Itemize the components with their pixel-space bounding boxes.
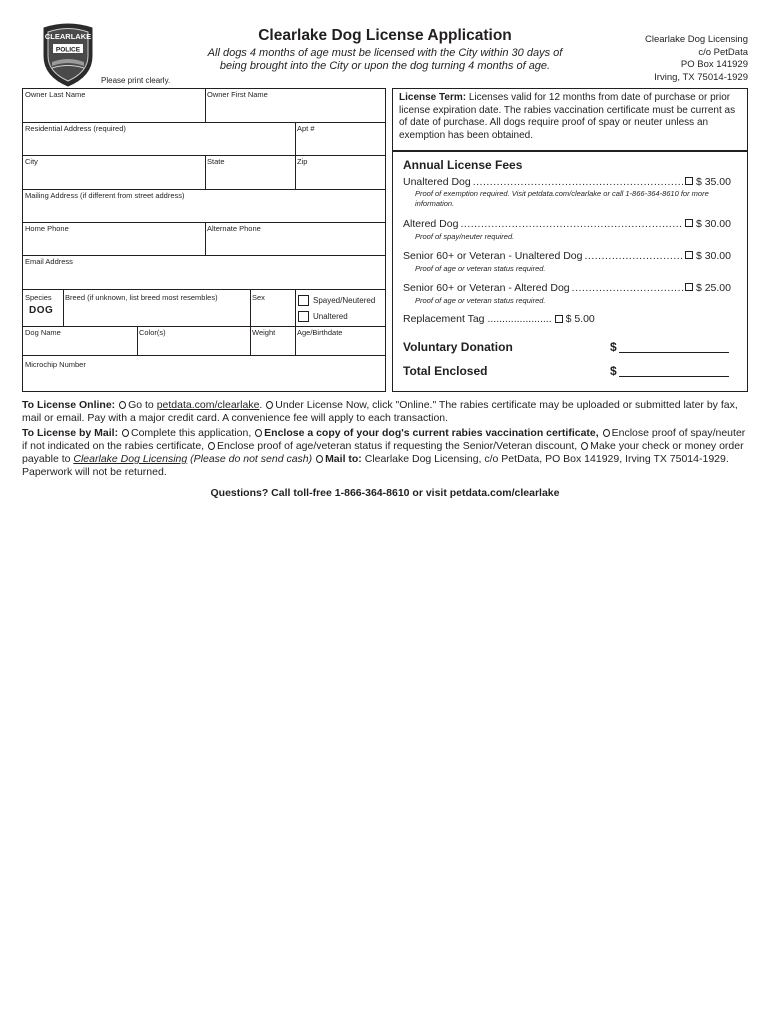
replacement-dots: ...................... bbox=[487, 313, 552, 325]
mail-to-label: Mail to: bbox=[325, 453, 362, 465]
address-line: Clearlake Dog Licensing bbox=[645, 34, 748, 45]
senior-unaltered-fee-checkbox[interactable] bbox=[685, 251, 693, 259]
email-field[interactable]: Email Address bbox=[25, 257, 73, 266]
fee-price: $ 5.00 bbox=[565, 313, 595, 325]
mail-step-text: Make your check or money order payable to bbox=[22, 440, 744, 465]
license-term-box bbox=[392, 88, 748, 151]
bullet-circle-icon bbox=[119, 401, 126, 409]
bullet-circle-icon bbox=[122, 429, 129, 437]
spayed-neutered-checkbox[interactable] bbox=[298, 295, 309, 306]
fee-row-unaltered bbox=[403, 176, 731, 188]
microchip-field[interactable]: Microchip Number bbox=[25, 360, 86, 369]
mail-step-text: (Please do not send cash) bbox=[190, 453, 313, 465]
total-enclosed-label: Total Enclosed bbox=[403, 364, 488, 378]
applicant-form bbox=[22, 88, 386, 392]
dollar-sign: $ bbox=[610, 340, 617, 354]
annual-license-fees-box bbox=[392, 151, 748, 392]
fee-note: Proof of age or veteran status required. bbox=[415, 264, 546, 273]
fee-row-altered bbox=[403, 218, 731, 230]
total-enclosed-input[interactable] bbox=[619, 376, 729, 377]
payee-name: Clearlake Dog Licensing bbox=[73, 453, 188, 465]
state-field[interactable]: State bbox=[207, 157, 225, 166]
fee-price: $ 25.00 bbox=[695, 282, 731, 294]
voluntary-donation-input[interactable] bbox=[619, 352, 729, 353]
sex-label: Sex bbox=[252, 293, 265, 302]
address-line: Irving, TX 75014-1929 bbox=[654, 71, 748, 83]
fee-price: $ 30.00 bbox=[695, 250, 731, 262]
badge-top-text: CLEARLAKE bbox=[44, 32, 92, 41]
weight-field[interactable]: Weight bbox=[252, 328, 276, 337]
clearlake-police-badge bbox=[40, 22, 96, 88]
mail-label: To License by Mail: bbox=[22, 427, 119, 439]
owner-first-name-field[interactable]: Owner First Name bbox=[207, 90, 268, 99]
questions-footer: Questions? Call toll-free 1-866-364-8610 or visit petdata.com/clearlake bbox=[210, 487, 560, 499]
fee-label: Senior 60+ or Veteran - Altered Dog bbox=[403, 282, 570, 294]
page-subtitle bbox=[190, 47, 580, 73]
mail-step-text: Enclose proof of spay/neuter if not indicated on the rabies certificate, bbox=[22, 427, 746, 452]
spayed-neutered-label: Spayed/Neutered bbox=[313, 296, 376, 305]
species-label: Species bbox=[25, 293, 52, 302]
home-phone-field[interactable]: Home Phone bbox=[25, 224, 69, 233]
badge-bottom-text: POLICE bbox=[55, 46, 81, 54]
species-value: DOG bbox=[29, 305, 54, 316]
unaltered-checkbox[interactable] bbox=[298, 311, 309, 322]
page-title: Clearlake Dog License Application bbox=[258, 27, 512, 44]
print-clearly-note: Please print clearly. bbox=[101, 76, 171, 85]
fee-price: $ 30.00 bbox=[695, 218, 731, 230]
address-line: c/o PetData bbox=[698, 46, 748, 58]
fees-title: Annual License Fees bbox=[403, 158, 523, 172]
fee-label: Unaltered Dog bbox=[403, 176, 471, 188]
dog-name-field[interactable]: Dog Name bbox=[25, 328, 61, 337]
mail-step-text: Enclose a copy of your dog's current rabies vaccination certificate, bbox=[264, 427, 599, 439]
alternate-phone-field[interactable]: Alternate Phone bbox=[207, 224, 261, 233]
replacement-tag-checkbox[interactable] bbox=[555, 315, 563, 323]
dollar-sign: $ bbox=[610, 364, 617, 378]
age-birthdate-field[interactable]: Age/Birthdate bbox=[297, 328, 343, 337]
voluntary-donation-label: Voluntary Donation bbox=[403, 340, 513, 354]
online-label: To License Online: bbox=[22, 399, 116, 411]
petdata-link[interactable]: petdata.com/clearlake bbox=[156, 399, 260, 411]
fee-note: Proof of exemption required. Visit petdata.com/clearlake or call 1-866-364-8610 for more information. bbox=[415, 189, 709, 208]
online-step-text: Under License Now, click "Online." The rabies certificate may be uploaded or submitted later by fax, mail or email. Pay with a major credit card. A convenience fee will apply to each transaction. bbox=[22, 399, 738, 424]
bullet-circle-icon bbox=[266, 401, 273, 409]
subtitle-line-1: All dogs 4 months of age must be licensed with the City within 30 days of bbox=[207, 47, 563, 59]
mail-instructions bbox=[22, 427, 750, 479]
bullet-circle-icon bbox=[208, 442, 215, 450]
bullet-circle-icon bbox=[603, 429, 610, 437]
fee-row-replacement-tag bbox=[403, 313, 595, 325]
fee-label: Altered Dog bbox=[403, 218, 459, 230]
license-term-label: License Term: bbox=[399, 92, 467, 103]
zip-field[interactable]: Zip bbox=[297, 157, 308, 166]
subtitle-line-2: being brought into the City or upon the dog turning 4 months of age. bbox=[219, 60, 551, 72]
breed-field[interactable]: Breed (if unknown, list breed most resembles) bbox=[65, 293, 218, 302]
colors-field[interactable]: Color(s) bbox=[139, 328, 166, 337]
senior-altered-fee-checkbox[interactable] bbox=[685, 283, 693, 291]
mail-step-text: Clearlake Dog Licensing, c/o PetData, PO Box 141929, Irving TX 75014-1929. Paperwork will not be returned. bbox=[22, 453, 729, 478]
online-instructions bbox=[22, 399, 750, 425]
fee-row-senior-altered bbox=[403, 282, 731, 294]
bullet-circle-icon bbox=[581, 442, 588, 450]
fee-note: Proof of age or veteran status required. bbox=[415, 296, 546, 305]
mail-step-text: Enclose proof of age/veteran status if requesting the Senior/Veteran discount, bbox=[217, 440, 578, 452]
mail-step-text: Complete this application, bbox=[131, 427, 252, 439]
fee-label: Senior 60+ or Veteran - Unaltered Dog bbox=[403, 250, 583, 262]
fee-note: Proof of spay/neuter required. bbox=[415, 232, 515, 241]
bullet-circle-icon bbox=[255, 429, 262, 437]
owner-last-name-field[interactable]: Owner Last Name bbox=[25, 90, 86, 99]
online-step-text: Go to bbox=[128, 399, 154, 411]
altered-fee-checkbox[interactable] bbox=[685, 219, 693, 227]
fee-price: $ 35.00 bbox=[695, 176, 731, 188]
mailing-address-block bbox=[645, 34, 748, 84]
apt-field[interactable]: Apt # bbox=[297, 124, 315, 133]
address-line: PO Box 141929 bbox=[680, 59, 748, 70]
bullet-circle-icon bbox=[316, 455, 323, 463]
fee-row-senior-unaltered bbox=[403, 250, 731, 262]
unaltered-label: Unaltered bbox=[313, 312, 348, 321]
city-field[interactable]: City bbox=[25, 157, 38, 166]
unaltered-fee-checkbox[interactable] bbox=[685, 177, 693, 185]
residential-address-field[interactable]: Residential Address (required) bbox=[25, 124, 126, 133]
fee-label: Replacement Tag bbox=[403, 313, 485, 325]
license-term-text: Licenses valid for 12 months from date of purchase or prior license expiration date. The rabies vaccination certificate must be current as of date of purchase. All dogs require proof of spay or neuter unless an exemption has been obtained. bbox=[399, 92, 736, 141]
mailing-address-field[interactable]: Mailing Address (if different from street address) bbox=[25, 191, 185, 200]
online-step-text: . bbox=[259, 399, 263, 411]
